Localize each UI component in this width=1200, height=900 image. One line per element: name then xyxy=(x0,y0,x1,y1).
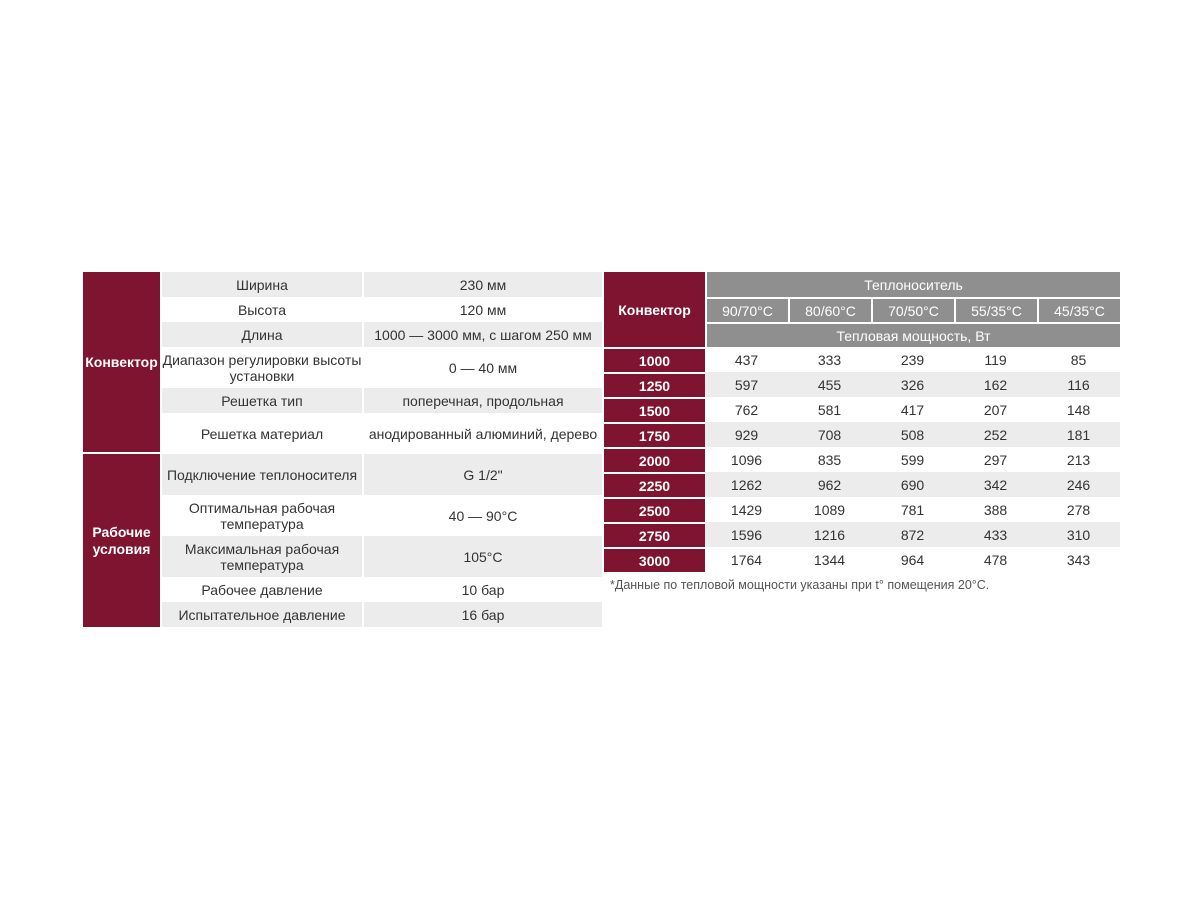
specs-table xyxy=(83,272,602,627)
temperature-header: 80/60°C xyxy=(788,299,871,324)
length-cell: 1000 xyxy=(604,347,705,372)
heat-output-cell: 278 xyxy=(1037,497,1120,522)
heat-output-cell: 343 xyxy=(1037,547,1120,572)
length-cell: 1250 xyxy=(604,372,705,397)
heat-output-cell: 116 xyxy=(1037,372,1120,397)
spec-row xyxy=(83,536,602,577)
heat-output-cell: 929 xyxy=(705,422,788,447)
spec-row xyxy=(83,297,602,322)
heat-output-cell: 597 xyxy=(705,372,788,397)
temperature-header: 45/35°C xyxy=(1037,299,1120,324)
length-cell: 1500 xyxy=(604,397,705,422)
heat-output-cell: 162 xyxy=(954,372,1037,397)
spec-row xyxy=(83,322,602,347)
spec-section-title: Конвектор xyxy=(83,272,160,454)
heat-output-cell: 417 xyxy=(871,397,954,422)
heat-output-cell: 1262 xyxy=(705,472,788,497)
spec-name: Оптимальная рабочая температура xyxy=(160,495,364,536)
spec-name: Рабочее давление xyxy=(160,577,364,602)
temperature-header: 90/70°C xyxy=(705,299,788,324)
table-row xyxy=(604,447,1120,472)
heat-output-cell: 246 xyxy=(1037,472,1120,497)
spec-value: 0 — 40 мм xyxy=(364,347,602,388)
temperature-header: 55/35°C xyxy=(954,299,1037,324)
heat-output-cell: 310 xyxy=(1037,522,1120,547)
heat-output-cell: 1089 xyxy=(788,497,871,522)
heat-output-cell: 85 xyxy=(1037,347,1120,372)
heat-output-cell: 478 xyxy=(954,547,1037,572)
spec-name: Подключение теплоносителя xyxy=(160,454,364,495)
heat-output-cell: 835 xyxy=(788,447,871,472)
heat-output-cell: 326 xyxy=(871,372,954,397)
spec-value: 105°C xyxy=(364,536,602,577)
spec-name: Высота xyxy=(160,297,364,322)
spec-value: поперечная, продольная xyxy=(364,388,602,413)
spec-name: Диапазон регулировки высоты установки xyxy=(160,347,364,388)
heat-output-cell: 964 xyxy=(871,547,954,572)
spec-row xyxy=(83,495,602,536)
heat-output-cell: 119 xyxy=(954,347,1037,372)
spec-row xyxy=(83,413,602,454)
table-row xyxy=(604,422,1120,447)
spec-value: 120 мм xyxy=(364,297,602,322)
heat-output-cell: 342 xyxy=(954,472,1037,497)
heat-output-cell: 1096 xyxy=(705,447,788,472)
heat-output-cell: 872 xyxy=(871,522,954,547)
heat-output-cell: 1344 xyxy=(788,547,871,572)
spec-name: Испытательное давление xyxy=(160,602,364,627)
coolant-header: Теплоноситель xyxy=(705,272,1120,299)
spec-value: 1000 — 3000 мм, с шагом 250 мм xyxy=(364,322,602,347)
temperature-header: 70/50°C xyxy=(871,299,954,324)
table-row xyxy=(604,397,1120,422)
heat-output-cell: 1429 xyxy=(705,497,788,522)
table-row xyxy=(604,547,1120,572)
spec-name: Максимальная рабочая температура xyxy=(160,536,364,577)
heat-output-cell: 599 xyxy=(871,447,954,472)
heat-output-cell: 239 xyxy=(871,347,954,372)
spec-row xyxy=(83,577,602,602)
spec-section-title: Рабочие условия xyxy=(83,454,160,627)
heat-output-cell: 207 xyxy=(954,397,1037,422)
length-cell: 2500 xyxy=(604,497,705,522)
heat-output-unit-header: Тепловая мощность, Вт xyxy=(705,324,1120,347)
heat-output-table xyxy=(604,272,1120,572)
spec-name: Решетка материал xyxy=(160,413,364,454)
table-row xyxy=(604,522,1120,547)
spec-value: 16 бар xyxy=(364,602,602,627)
table-row xyxy=(604,472,1120,497)
heat-output-cell: 388 xyxy=(954,497,1037,522)
spec-value: 230 мм xyxy=(364,272,602,297)
spec-row xyxy=(83,272,602,297)
heat-output-cell: 181 xyxy=(1037,422,1120,447)
spec-row xyxy=(83,454,602,495)
heat-output-cell: 762 xyxy=(705,397,788,422)
spec-value: анодированный алюминий, дерево xyxy=(364,413,602,454)
spec-value: G 1/2" xyxy=(364,454,602,495)
length-cell: 2750 xyxy=(604,522,705,547)
heat-output-cell: 252 xyxy=(954,422,1037,447)
heat-output-cell: 148 xyxy=(1037,397,1120,422)
heat-output-cell: 1216 xyxy=(788,522,871,547)
footnote: *Данные по тепловой мощности указаны при t° помещения 20°C. xyxy=(610,578,990,592)
length-cell: 2000 xyxy=(604,447,705,472)
heat-output-cell: 781 xyxy=(871,497,954,522)
spec-name: Длина xyxy=(160,322,364,347)
table-row xyxy=(604,497,1120,522)
heat-output-cell: 1596 xyxy=(705,522,788,547)
heat-output-cell: 433 xyxy=(954,522,1037,547)
heat-output-cell: 581 xyxy=(788,397,871,422)
length-cell: 3000 xyxy=(604,547,705,572)
spec-value: 10 бар xyxy=(364,577,602,602)
spec-row xyxy=(83,347,602,388)
spec-value: 40 — 90°C xyxy=(364,495,602,536)
heat-output-cell: 333 xyxy=(788,347,871,372)
heat-output-cell: 1764 xyxy=(705,547,788,572)
heat-output-cell: 297 xyxy=(954,447,1037,472)
heat-output-cell: 690 xyxy=(871,472,954,497)
length-cell: 1750 xyxy=(604,422,705,447)
heat-output-cell: 437 xyxy=(705,347,788,372)
spec-name: Ширина xyxy=(160,272,364,297)
heat-output-cell: 455 xyxy=(788,372,871,397)
table-row xyxy=(604,347,1120,372)
heat-output-cell: 708 xyxy=(788,422,871,447)
heat-output-cell: 962 xyxy=(788,472,871,497)
length-cell: 2250 xyxy=(604,472,705,497)
spec-name: Решетка тип xyxy=(160,388,364,413)
heat-output-cell: 213 xyxy=(1037,447,1120,472)
heat-output-cell: 508 xyxy=(871,422,954,447)
table-row xyxy=(604,372,1120,397)
spec-row xyxy=(83,388,602,413)
corner-header: Конвектор xyxy=(604,272,705,347)
spec-row xyxy=(83,602,602,627)
